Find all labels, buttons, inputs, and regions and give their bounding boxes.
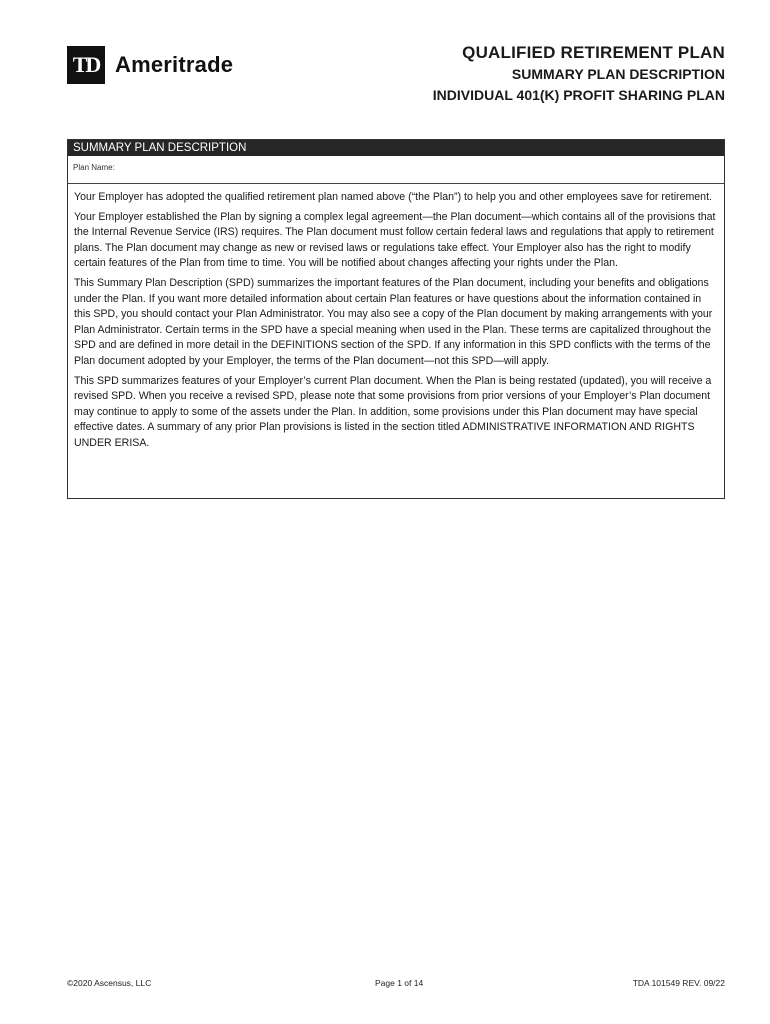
footer-copyright: ©2020 Ascensus, LLC	[67, 978, 152, 988]
td-ameritrade-logo	[67, 46, 233, 84]
td-logo-mark: TD	[67, 46, 105, 84]
paragraph: This Summary Plan Description (SPD) summarizes the important features of the Plan document, including your benefits and obligations under the Plan. If you want more detailed information about certain Plan features or have questions about the information contained in this SPD, you should contact your Plan Administrator. You may also see a copy of the Plan document by making arrangements with your Plan Administrator. Certain terms in the SPD have a special meaning when used in the Plan. These terms are capitalized throughout the SPD and are defined in more detail in the DEFINITIONS section of the SPD. If any information in this SPD conflicts with the terms of the Plan document adopted by your Employer, the terms of the Plan document—not this SPD—will apply.	[74, 276, 713, 367]
paragraph: Your Employer established the Plan by signing a complex legal agreement—the Plan document—which contains all of the provisions that the Internal Revenue Service (IRS) requires. The Plan document must follow certain federal laws and regulations that apply to retirement plans. The Plan document may change as new or revised laws or regulations take effect. Your Employer also has the right to modify certain features of the Plan from time to time. You will be notified about changes affecting your rights under the Plan.	[74, 210, 716, 270]
plan-name-field[interactable]	[68, 156, 724, 184]
document-header	[433, 42, 725, 106]
footer-form-id: TDA 101549 REV. 09/22	[632, 978, 725, 988]
document-subtitle: SUMMARY PLAN DESCRIPTION	[511, 66, 725, 82]
plan-type-title: INDIVIDUAL 401(K) PROFIT SHARING PLAN	[432, 87, 725, 103]
plan-name-label: Plan Name:	[73, 163, 115, 172]
footer-page-number: Page 1 of 14	[375, 978, 424, 988]
paragraph: This SPD summarizes features of your Employer’s current Plan document. When the Plan is being restated (updated), you will receive a revised SPD. When you receive a revised SPD, please note that some provisions from prior versions of your Employer’s Plan document may continue to apply to some of the assets under the Plan. In addition, some provisions under this Plan document may have special effective dates. A summary of any prior Plan provisions is listed in the section titled ADMINISTRATIVE INFORMATION AND RIGHTS UNDER ERISA.	[74, 374, 712, 449]
summary-plan-description-section	[67, 139, 725, 499]
paragraph: Your Employer has adopted the qualified retirement plan named above (“the Plan”) to help you and other employees save for retirement.	[74, 191, 712, 203]
section-heading: SUMMARY PLAN DESCRIPTION	[68, 140, 724, 156]
logo-wordmark: Ameritrade	[115, 52, 234, 77]
document-title: QUALIFIED RETIREMENT PLAN	[462, 43, 725, 62]
section-body	[68, 184, 724, 452]
